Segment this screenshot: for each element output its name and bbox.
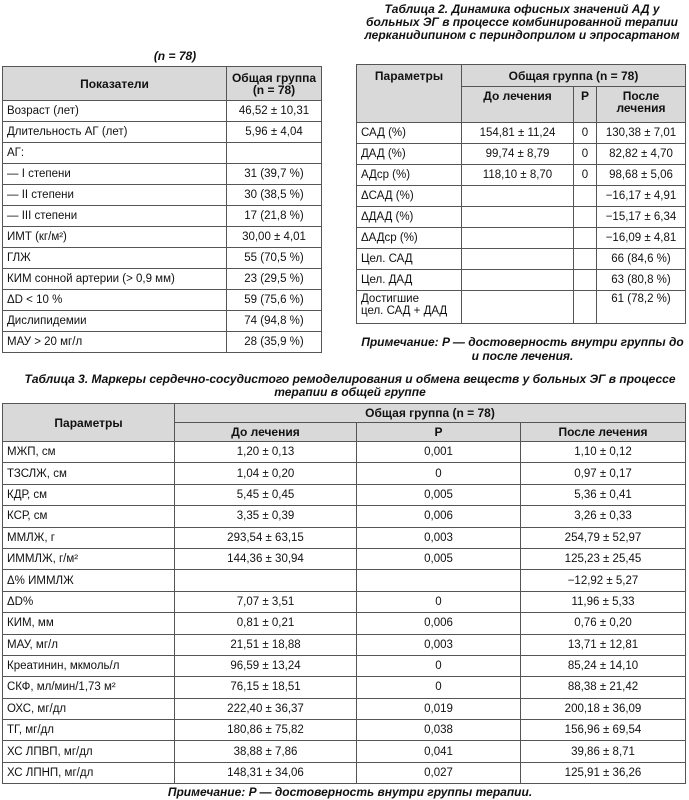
table-cell: 118,10 ± 8,70 — [462, 165, 574, 186]
table-row — [3, 634, 686, 655]
table-row — [3, 527, 686, 548]
table-cell: Цел. САД — [357, 249, 462, 270]
t3-header-after: После лечения — [521, 423, 686, 442]
table-cell: ИМТ (кг/м²) — [3, 227, 227, 248]
table-row — [3, 248, 322, 269]
table-cell: 3,35 ± 0,39 — [175, 506, 357, 527]
table-cell: ΔD < 10 % — [3, 290, 227, 311]
table-cell: Креатинин, мкмоль/л — [3, 655, 175, 676]
table-cell: 17 (21,8 %) — [227, 206, 322, 227]
table-cell: 0 — [574, 144, 597, 165]
table-cell: 5,36 ± 0,41 — [521, 484, 686, 505]
table-cell: 39,86 ± 8,71 — [521, 741, 686, 762]
table-row — [3, 290, 322, 311]
table-cell: 5,45 ± 0,45 — [175, 484, 357, 505]
table-cell: 180,86 ± 75,82 — [175, 720, 357, 741]
table-cell: 1,04 ± 0,20 — [175, 463, 357, 484]
table2 — [356, 64, 686, 324]
table-cell: ИММЛЖ, г/м² — [3, 548, 175, 569]
table-cell — [574, 270, 597, 291]
table-row — [3, 506, 686, 527]
table-cell: ТГ, мг/дл — [3, 720, 175, 741]
table-row — [3, 484, 686, 505]
table-cell: ОХС, мг/дл — [3, 698, 175, 719]
t3-header-before: До лечения — [175, 423, 357, 442]
table-row — [357, 249, 686, 270]
t2-header-group: Общая группа (n = 78) — [462, 65, 686, 87]
table-cell — [574, 186, 597, 207]
table-cell: КИМ, мм — [3, 613, 175, 634]
table-cell: 0 — [574, 165, 597, 186]
table3-note: Примечание: P — достоверность внутри группы терапии. — [167, 785, 533, 799]
table-cell: 98,68 ± 5,06 — [597, 165, 686, 186]
table-cell: 0,97 ± 0,17 — [521, 463, 686, 484]
table-cell: 125,23 ± 25,45 — [521, 548, 686, 569]
table-cell: 154,81 ± 11,24 — [462, 123, 574, 144]
table-cell: 99,74 ± 8,79 — [462, 144, 574, 165]
t2-header-params: Параметры — [357, 65, 462, 123]
table-cell: ΔСАД (%) — [357, 186, 462, 207]
table-cell: 0,81 ± 0,21 — [175, 613, 357, 634]
table-cell: 74 (94,8 %) — [227, 311, 322, 332]
table-row — [3, 122, 322, 143]
table-cell: 30 (38,5 %) — [227, 185, 322, 206]
table-cell: 3,26 ± 0,33 — [521, 506, 686, 527]
table-row — [3, 311, 322, 332]
table-row — [357, 228, 686, 249]
table-cell: 0,76 ± 0,20 — [521, 613, 686, 634]
table-cell: 88,38 ± 21,42 — [521, 677, 686, 698]
table2-caption: Таблица 2. Динамика офисных значений АД у больных ЭГ в процессе комбинированной терапии лерканидипином с периндоприлом и эпросартаном — [364, 2, 680, 42]
table-cell — [175, 570, 357, 591]
table-cell: КСР, см — [3, 506, 175, 527]
table-cell: 0,003 — [357, 634, 521, 655]
table-row — [357, 270, 686, 291]
t1-header-params: Показатели — [3, 67, 227, 101]
table-cell: МАУ, мг/л — [3, 634, 175, 655]
table-row — [3, 655, 686, 676]
table-cell — [574, 207, 597, 228]
t3-header-p: P — [357, 423, 521, 442]
table-cell — [462, 291, 574, 324]
table-cell: ХС ЛПНП, мг/дл — [3, 762, 175, 783]
table-row — [3, 269, 322, 290]
table-cell: 63 (80,8 %) — [597, 270, 686, 291]
table-cell: 0,019 — [357, 698, 521, 719]
table-cell: КИМ сонной артерии (> 0,9 мм) — [3, 269, 227, 290]
table-cell: 222,40 ± 36,37 — [175, 698, 357, 719]
table-cell: 156,96 ± 69,54 — [521, 720, 686, 741]
table-cell: 55 (70,5 %) — [227, 248, 322, 269]
table-cell: МАУ > 20 мг/л — [3, 332, 227, 353]
table-cell: Достигшие цел. САД + ДАД — [357, 291, 462, 324]
table-cell: 0,005 — [357, 484, 521, 505]
table-cell: 31 (39,7 %) — [227, 164, 322, 185]
table-cell — [574, 228, 597, 249]
table1 — [2, 66, 322, 353]
table-cell: ДАД (%) — [357, 144, 462, 165]
table-cell: 59 (75,6 %) — [227, 290, 322, 311]
table-row — [3, 185, 322, 206]
table-cell: АГ: — [3, 143, 227, 164]
table-cell: −16,17 ± 4,91 — [597, 186, 686, 207]
table2-note: Примечание: P — достоверность внутри группы до и после лечения. — [361, 335, 684, 363]
table-cell: 0 — [574, 123, 597, 144]
table-cell: 1,10 ± 0,12 — [521, 442, 686, 463]
t2-header-before: До лечения — [462, 87, 574, 123]
table-cell — [357, 570, 521, 591]
t3-header-group: Общая группа (n = 78) — [175, 404, 686, 423]
table-cell: 13,71 ± 12,81 — [521, 634, 686, 655]
table-cell: −15,17 ± 6,34 — [597, 207, 686, 228]
table-cell: 0,003 — [357, 527, 521, 548]
table-row — [3, 762, 686, 783]
table-cell: 7,07 ± 3,51 — [175, 591, 357, 612]
table-cell — [462, 249, 574, 270]
table-cell: ММЛЖ, г — [3, 527, 175, 548]
table-cell: 30,00 ± 4,01 — [227, 227, 322, 248]
table-cell: ΔАДср (%) — [357, 228, 462, 249]
table-cell: 82,82 ± 4,70 — [597, 144, 686, 165]
table-cell: 61 (78,2 %) — [597, 291, 686, 324]
table-row — [357, 144, 686, 165]
table-cell: Длительность АГ (лет) — [3, 122, 227, 143]
table-cell: 11,96 ± 5,33 — [521, 591, 686, 612]
table-cell: КДР, см — [3, 484, 175, 505]
table-cell: 5,96 ± 4,04 — [227, 122, 322, 143]
table-cell: −12,92 ± 5,27 — [521, 570, 686, 591]
table-row — [357, 207, 686, 228]
table-cell — [227, 143, 322, 164]
table-cell: Дислипидемии — [3, 311, 227, 332]
table-cell: — II степени — [3, 185, 227, 206]
table-cell: 0,027 — [357, 762, 521, 783]
table-cell: 28 (35,9 %) — [227, 332, 322, 353]
t2-header-after: После лечения — [597, 87, 686, 123]
table-row — [357, 291, 686, 324]
table-row — [3, 101, 322, 122]
table-cell: Цел. ДАД — [357, 270, 462, 291]
table-cell: 0 — [357, 655, 521, 676]
table-cell: Δ% ИММЛЖ — [3, 570, 175, 591]
table-cell: 0 — [357, 591, 521, 612]
table-row — [357, 186, 686, 207]
table-cell: 125,91 ± 36,26 — [521, 762, 686, 783]
table-cell: ХС ЛПВП, мг/дл — [3, 741, 175, 762]
table-row — [3, 591, 686, 612]
t3-header-params: Параметры — [3, 404, 175, 442]
table-cell: ТЗСЛЖ, см — [3, 463, 175, 484]
table-cell — [574, 291, 597, 324]
table-cell: 96,59 ± 13,24 — [175, 655, 357, 676]
table-row — [357, 123, 686, 144]
table-cell: 144,36 ± 30,94 — [175, 548, 357, 569]
table-cell: САД (%) — [357, 123, 462, 144]
table-cell: 46,52 ± 10,31 — [227, 101, 322, 122]
table-cell: ΔD% — [3, 591, 175, 612]
table-row — [3, 463, 686, 484]
table-cell: — I степени — [3, 164, 227, 185]
table-cell — [462, 186, 574, 207]
table-row — [357, 165, 686, 186]
table-row — [3, 570, 686, 591]
table-cell: ГЛЖ — [3, 248, 227, 269]
table-cell: 200,18 ± 36,09 — [521, 698, 686, 719]
table-cell: 130,38 ± 7,01 — [597, 123, 686, 144]
table-cell: 85,24 ± 14,10 — [521, 655, 686, 676]
table-cell: 0,006 — [357, 506, 521, 527]
table-row — [3, 227, 322, 248]
table-cell: 254,79 ± 52,97 — [521, 527, 686, 548]
table-cell: 23 (29,5 %) — [227, 269, 322, 290]
table-cell — [462, 270, 574, 291]
table-row — [3, 677, 686, 698]
table-cell: Возраст (лет) — [3, 101, 227, 122]
table3-caption: Таблица 3. Маркеры сердечно-сосудистого ремоделирования и обмена веществ у больных ЭГ в процессе терапии в общей группе — [24, 372, 676, 399]
table-row — [3, 548, 686, 569]
table-cell: 76,15 ± 18,51 — [175, 677, 357, 698]
table3 — [2, 403, 686, 784]
table1-subtitle: (n = 78) — [153, 49, 197, 63]
t1-header-group: Общая группа (n = 78) — [227, 67, 322, 101]
table-row — [3, 164, 322, 185]
table-cell: 0,041 — [357, 741, 521, 762]
table-cell: 38,88 ± 7,86 — [175, 741, 357, 762]
table-cell: 0,005 — [357, 548, 521, 569]
table-cell — [462, 228, 574, 249]
table-cell: 1,20 ± 0,13 — [175, 442, 357, 463]
table-row — [3, 143, 322, 164]
table-cell: 0,001 — [357, 442, 521, 463]
table-cell: 0 — [357, 677, 521, 698]
table-cell: АДср (%) — [357, 165, 462, 186]
table-row — [3, 741, 686, 762]
table-cell: 0,006 — [357, 613, 521, 634]
table-cell: 21,51 ± 18,88 — [175, 634, 357, 655]
table-row — [3, 613, 686, 634]
table-cell: — III степени — [3, 206, 227, 227]
table-cell: −16,09 ± 4,81 — [597, 228, 686, 249]
table-cell: 0 — [357, 463, 521, 484]
table-cell — [462, 207, 574, 228]
table-cell: ΔДАД (%) — [357, 207, 462, 228]
table-row — [3, 332, 322, 353]
table-row — [3, 720, 686, 741]
table-cell: МЖП, см — [3, 442, 175, 463]
table-cell: 0,038 — [357, 720, 521, 741]
t2-header-p: P — [574, 87, 597, 123]
table-cell: СКФ, мл/мин/1,73 м² — [3, 677, 175, 698]
table-cell: 293,54 ± 63,15 — [175, 527, 357, 548]
table-cell: 66 (84,6 %) — [597, 249, 686, 270]
table-cell — [574, 249, 597, 270]
table-cell: 148,31 ± 34,06 — [175, 762, 357, 783]
table-row — [3, 206, 322, 227]
table-row — [3, 698, 686, 719]
table-row — [3, 442, 686, 463]
